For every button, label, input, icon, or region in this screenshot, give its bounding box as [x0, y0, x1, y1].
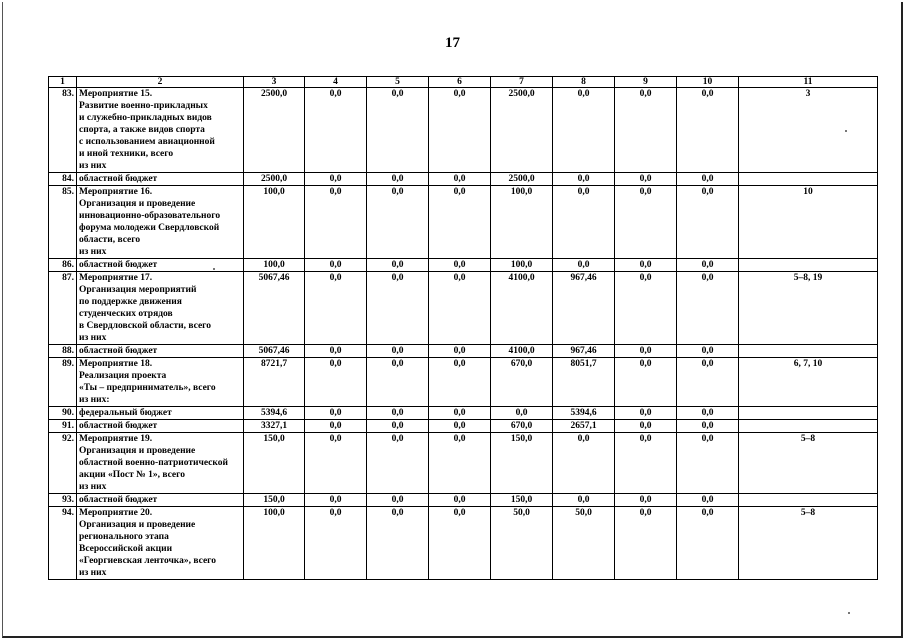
- target-indicator-cell: 5–8, 19: [739, 272, 878, 345]
- row-number: 83.: [49, 88, 77, 173]
- value-cell-col-8: 0,0: [553, 494, 615, 507]
- table-row: [49, 88, 878, 173]
- column-header-5: 5: [367, 77, 429, 88]
- column-header-11: 11: [739, 77, 878, 88]
- target-indicator-cell: 3: [739, 88, 878, 173]
- value-cell-col-3: 150,0: [244, 433, 305, 494]
- value-cell-col-8: 0,0: [553, 88, 615, 173]
- row-name: Мероприятие 19. Организация и проведение областной военно-патриотической акции «Пост № 1», всего из них: [77, 433, 244, 494]
- value-cell-col-10: 0,0: [677, 173, 739, 186]
- row-name: Мероприятие 18. Реализация проекта «Ты – предприниматель», всего из них:: [77, 358, 244, 407]
- value-cell-col-8: 0,0: [553, 173, 615, 186]
- value-cell-col-9: 0,0: [615, 272, 677, 345]
- table-row: [49, 433, 878, 494]
- header-row: [49, 77, 878, 88]
- row-name: областной бюджет: [77, 173, 244, 186]
- target-indicator-cell: 10: [739, 186, 878, 259]
- row-number: 91.: [49, 420, 77, 433]
- value-cell-col-7: 100,0: [491, 186, 553, 259]
- target-indicator-cell: 5–8: [739, 433, 878, 494]
- value-cell-col-6: 0,0: [429, 420, 491, 433]
- value-cell-col-7: 150,0: [491, 494, 553, 507]
- column-header-8: 8: [553, 77, 615, 88]
- value-cell-col-10: 0,0: [677, 420, 739, 433]
- value-cell-col-9: 0,0: [615, 88, 677, 173]
- value-cell-col-8: 967,46: [553, 345, 615, 358]
- value-cell-col-7: 2500,0: [491, 173, 553, 186]
- value-cell-col-5: 0,0: [367, 420, 429, 433]
- value-cell-col-4: 0,0: [305, 407, 367, 420]
- value-cell-col-3: 5067,46: [244, 272, 305, 345]
- target-indicator-cell: [739, 407, 878, 420]
- row-number: 89.: [49, 358, 77, 407]
- value-cell-col-8: 0,0: [553, 259, 615, 272]
- value-cell-col-9: 0,0: [615, 345, 677, 358]
- value-cell-col-7: 50,0: [491, 507, 553, 580]
- row-name: Мероприятие 17. Организация мероприятий по поддержке движения студенческих отрядов в Свердловской области, всего из них: [77, 272, 244, 345]
- value-cell-col-3: 5067,46: [244, 345, 305, 358]
- column-header-4: 4: [305, 77, 367, 88]
- value-cell-col-8: 2657,1: [553, 420, 615, 433]
- value-cell-col-5: 0,0: [367, 407, 429, 420]
- value-cell-col-4: 0,0: [305, 186, 367, 259]
- row-number: 86.: [49, 259, 77, 272]
- value-cell-col-10: 0,0: [677, 345, 739, 358]
- value-cell-col-7: 670,0: [491, 358, 553, 407]
- value-cell-col-6: 0,0: [429, 88, 491, 173]
- table-row: [49, 507, 878, 580]
- value-cell-col-4: 0,0: [305, 433, 367, 494]
- table-row: [49, 186, 878, 259]
- value-cell-col-9: 0,0: [615, 259, 677, 272]
- value-cell-col-8: 0,0: [553, 433, 615, 494]
- value-cell-col-4: 0,0: [305, 272, 367, 345]
- row-name: областной бюджет: [77, 345, 244, 358]
- column-header-2: 2: [77, 77, 244, 88]
- column-header-10: 10: [677, 77, 739, 88]
- value-cell-col-5: 0,0: [367, 88, 429, 173]
- target-indicator-cell: [739, 345, 878, 358]
- value-cell-col-3: 3327,1: [244, 420, 305, 433]
- value-cell-col-8: 967,46: [553, 272, 615, 345]
- value-cell-col-9: 0,0: [615, 507, 677, 580]
- row-name: Мероприятие 16. Организация и проведение инновационно-образовательного форума молодежи Свердловской области, всего из них: [77, 186, 244, 259]
- budget-table: [48, 76, 878, 580]
- value-cell-col-8: 0,0: [553, 186, 615, 259]
- value-cell-col-5: 0,0: [367, 186, 429, 259]
- value-cell-col-10: 0,0: [677, 259, 739, 272]
- value-cell-col-10: 0,0: [677, 407, 739, 420]
- row-name: областной бюджет: [77, 420, 244, 433]
- row-number: 84.: [49, 173, 77, 186]
- row-number: 93.: [49, 494, 77, 507]
- value-cell-col-9: 0,0: [615, 433, 677, 494]
- table-row: [49, 345, 878, 358]
- target-indicator-cell: [739, 494, 878, 507]
- table-row: [49, 420, 878, 433]
- value-cell-col-5: 0,0: [367, 259, 429, 272]
- column-header-9: 9: [615, 77, 677, 88]
- value-cell-col-6: 0,0: [429, 186, 491, 259]
- target-indicator-cell: 6, 7, 10: [739, 358, 878, 407]
- column-header-3: 3: [244, 77, 305, 88]
- value-cell-col-8: 8051,7: [553, 358, 615, 407]
- table-row: [49, 407, 878, 420]
- value-cell-col-10: 0,0: [677, 433, 739, 494]
- value-cell-col-10: 0,0: [677, 272, 739, 345]
- value-cell-col-10: 0,0: [677, 507, 739, 580]
- value-cell-col-5: 0,0: [367, 272, 429, 345]
- value-cell-col-6: 0,0: [429, 494, 491, 507]
- value-cell-col-9: 0,0: [615, 494, 677, 507]
- value-cell-col-4: 0,0: [305, 88, 367, 173]
- scan-speck: [848, 612, 850, 614]
- value-cell-col-9: 0,0: [615, 358, 677, 407]
- table-row: [49, 173, 878, 186]
- value-cell-col-8: 50,0: [553, 507, 615, 580]
- value-cell-col-4: 0,0: [305, 358, 367, 407]
- row-name: областной бюджет: [77, 494, 244, 507]
- value-cell-col-7: 2500,0: [491, 88, 553, 173]
- value-cell-col-5: 0,0: [367, 173, 429, 186]
- value-cell-col-7: 4100,0: [491, 345, 553, 358]
- value-cell-col-4: 0,0: [305, 173, 367, 186]
- value-cell-col-9: 0,0: [615, 407, 677, 420]
- value-cell-col-9: 0,0: [615, 173, 677, 186]
- value-cell-col-7: 150,0: [491, 433, 553, 494]
- value-cell-col-4: 0,0: [305, 345, 367, 358]
- value-cell-col-5: 0,0: [367, 358, 429, 407]
- value-cell-col-3: 100,0: [244, 507, 305, 580]
- value-cell-col-4: 0,0: [305, 507, 367, 580]
- table-row: [49, 259, 878, 272]
- value-cell-col-3: 5394,6: [244, 407, 305, 420]
- value-cell-col-3: 8721,7: [244, 358, 305, 407]
- value-cell-col-5: 0,0: [367, 507, 429, 580]
- value-cell-col-10: 0,0: [677, 358, 739, 407]
- value-cell-col-6: 0,0: [429, 407, 491, 420]
- value-cell-col-7: 4100,0: [491, 272, 553, 345]
- row-number: 94.: [49, 507, 77, 580]
- page-number: 17: [445, 35, 460, 51]
- value-cell-col-3: 100,0: [244, 259, 305, 272]
- row-number: 87.: [49, 272, 77, 345]
- value-cell-col-5: 0,0: [367, 345, 429, 358]
- value-cell-col-10: 0,0: [677, 88, 739, 173]
- value-cell-col-6: 0,0: [429, 259, 491, 272]
- value-cell-col-6: 0,0: [429, 507, 491, 580]
- column-header-7: 7: [491, 77, 553, 88]
- row-name: областной бюджет: [77, 259, 244, 272]
- value-cell-col-3: 100,0: [244, 186, 305, 259]
- value-cell-col-10: 0,0: [677, 186, 739, 259]
- value-cell-col-9: 0,0: [615, 420, 677, 433]
- value-cell-col-4: 0,0: [305, 494, 367, 507]
- value-cell-col-3: 2500,0: [244, 88, 305, 173]
- value-cell-col-7: 100,0: [491, 259, 553, 272]
- value-cell-col-6: 0,0: [429, 358, 491, 407]
- column-header-1: 1: [49, 77, 77, 88]
- row-number: 85.: [49, 186, 77, 259]
- row-name: Мероприятие 20. Организация и проведение регионального этапа Всероссийской акции «Георгиевская ленточка», всего из них: [77, 507, 244, 580]
- scan-speck: [845, 130, 847, 132]
- value-cell-col-6: 0,0: [429, 272, 491, 345]
- value-cell-col-4: 0,0: [305, 420, 367, 433]
- row-name: федеральный бюджет: [77, 407, 244, 420]
- target-indicator-cell: 5–8: [739, 507, 878, 580]
- row-number: 90.: [49, 407, 77, 420]
- value-cell-col-5: 0,0: [367, 494, 429, 507]
- table-row: [49, 358, 878, 407]
- value-cell-col-8: 5394,6: [553, 407, 615, 420]
- value-cell-col-3: 150,0: [244, 494, 305, 507]
- value-cell-col-3: 2500,0: [244, 173, 305, 186]
- value-cell-col-6: 0,0: [429, 173, 491, 186]
- row-name: Мероприятие 15. Развитие военно-прикладных и служебно-прикладных видов спорта, а также видов спорта с использованием авиационной и иной техники, всего из них: [77, 88, 244, 173]
- value-cell-col-6: 0,0: [429, 433, 491, 494]
- target-indicator-cell: [739, 173, 878, 186]
- value-cell-col-10: 0,0: [677, 494, 739, 507]
- table-row: [49, 494, 878, 507]
- table-row: [49, 272, 878, 345]
- value-cell-col-6: 0,0: [429, 345, 491, 358]
- value-cell-col-7: 0,0: [491, 407, 553, 420]
- target-indicator-cell: [739, 259, 878, 272]
- value-cell-col-9: 0,0: [615, 186, 677, 259]
- row-number: 92.: [49, 433, 77, 494]
- value-cell-col-5: 0,0: [367, 433, 429, 494]
- row-number: 88.: [49, 345, 77, 358]
- scan-speck: [213, 268, 215, 270]
- target-indicator-cell: [739, 420, 878, 433]
- column-header-6: 6: [429, 77, 491, 88]
- value-cell-col-7: 670,0: [491, 420, 553, 433]
- value-cell-col-4: 0,0: [305, 259, 367, 272]
